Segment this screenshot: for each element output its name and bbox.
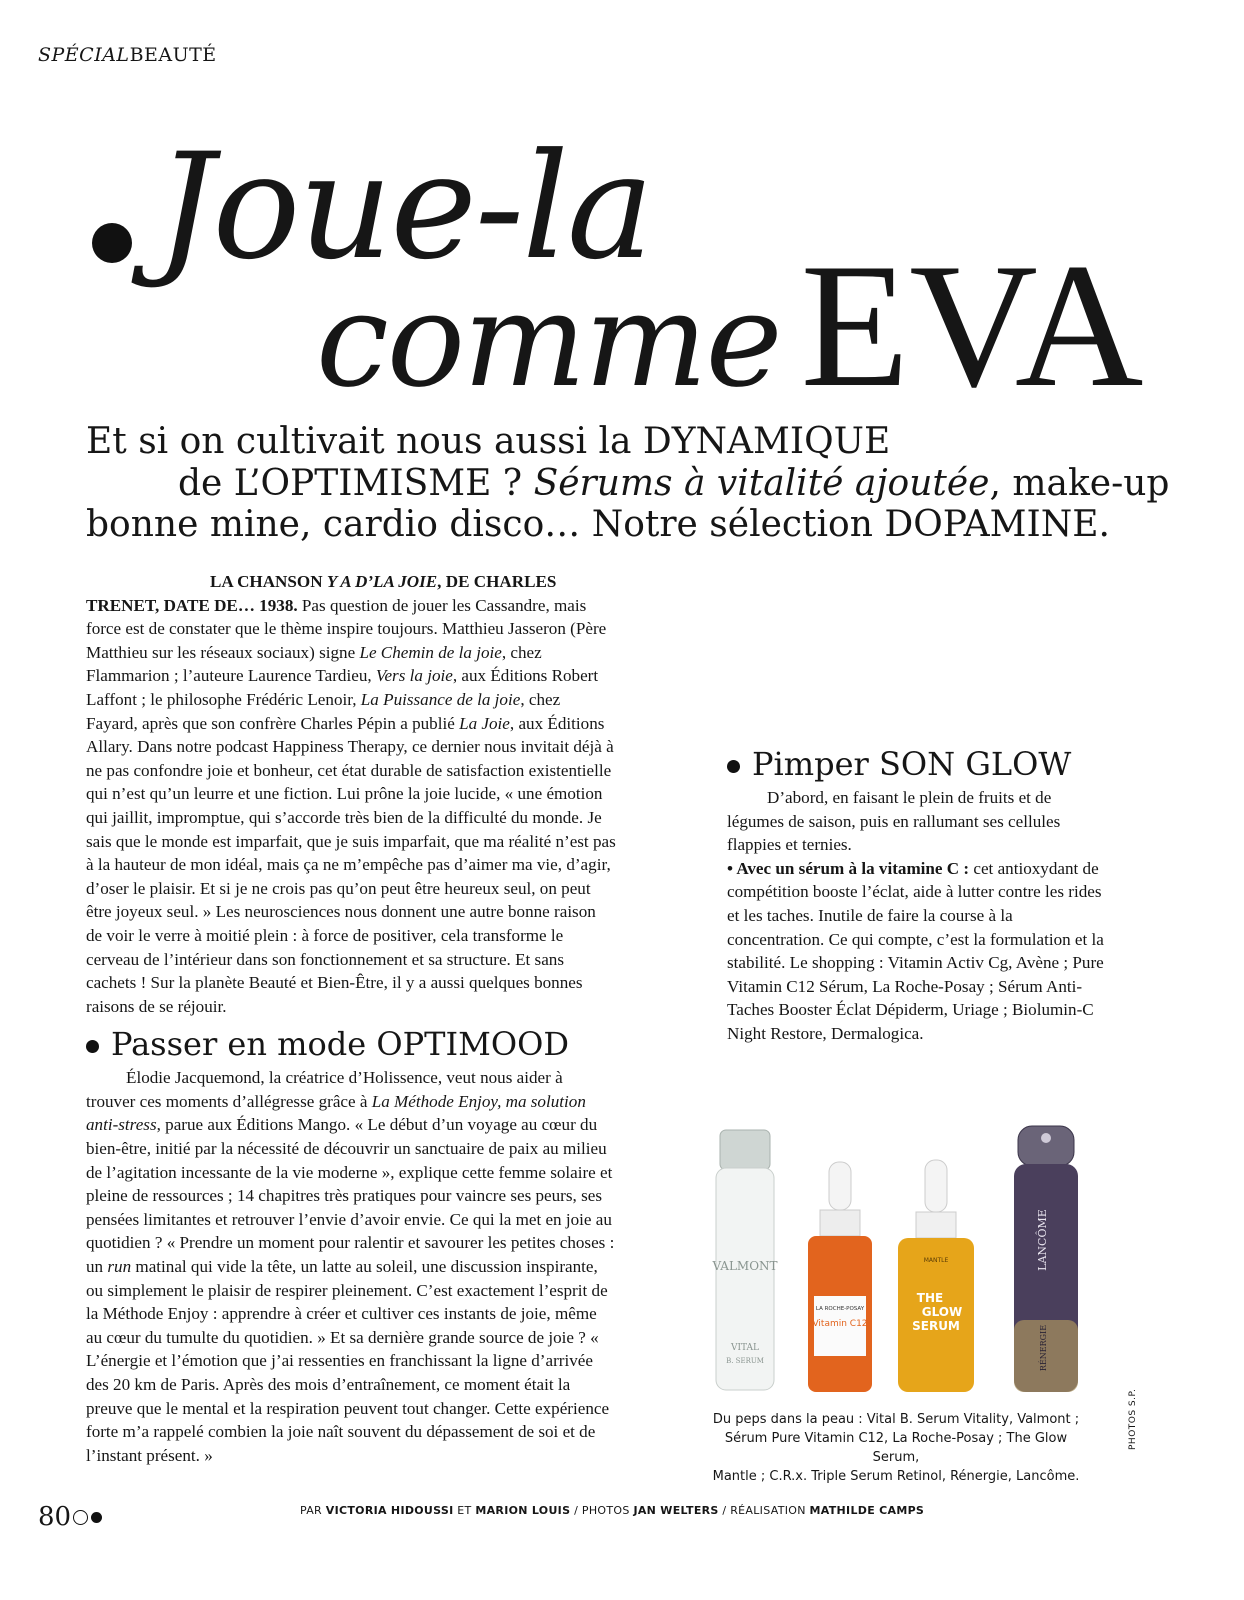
title-caps: EVA	[800, 226, 1144, 424]
mantle-bottle	[898, 1160, 974, 1392]
lrp-brand: LA ROCHE-POSAY	[815, 1306, 865, 1312]
body-text: matinal qui vide la tête, un latte au soleil, une discussion inspirante, ou simplement le plaisir de respirer pleinement. C’est exactement l’esprit de la Méthode Enjoy : apprendre à créer et cultiver ces instants de joie, même au cœur du tumulte du quotidien. » Et sa dernière grande source de joie ? « L’énergie et l’émotion que j’ai ressenties en franchissant la ligne d’arrivée des 20 km de Paris. Après des mois d’entraînement, ce moment était la preuve que le mental et la respiration peuvent tout changer. Cette expérience forte m’a rappelé combien la joie naît souvent du dépassement de soi et de l’instant présent. »	[86, 1257, 610, 1465]
right-column	[727, 570, 1105, 1046]
lrp-name: Vitamin C12	[812, 1319, 868, 1329]
book-title: La Puissance de la joie	[360, 689, 521, 709]
lancome-name: RÉNERGIE	[1039, 1324, 1048, 1372]
glow-paragraph-1: D’abord, en faisant le plein de fruits et de légumes de saison, puis en rallumant ses cellules flappies et ternies.	[727, 788, 1061, 855]
subtitle-part: de L’OPTIMISME ?	[178, 463, 534, 504]
bullet-dot-icon	[91, 1512, 102, 1523]
glow-paragraph-2	[727, 857, 1105, 1046]
body-text: , parue aux Éditions Mango. « Le début d’un voyage au cœur du bien-être, initié par la nécessité de découvrir un sanctuaire de paix au milieu de l’agitation incessante de la vie moderne », explique cette femme solaire et pleine de ressources ; 14 chapitres très pratiques pour vaincre ses peurs, ses pensées limitantes et retrouver l’envie d’avoir envie. Ce qui la met en joie au quotidien ? « Prendre un moment pour ralentir et savourer les petites choses : un	[86, 1115, 615, 1277]
body-text: , aux Éditions Robert Laffont ; le philosophe Frédéric Lenoir,	[86, 666, 599, 709]
title-script-2: comme	[316, 264, 781, 416]
lead-song: Y A D’LA JOIE	[326, 572, 438, 591]
subtitle-line-1: Et si on cultivait nous aussi la DYNAMIQUE	[86, 421, 891, 462]
subtitle-italic: Sérums à vitalité ajoutée	[533, 463, 990, 504]
heading-caps: SON GLOW	[879, 745, 1072, 783]
subtitle-line-3: bonne mine, cardio disco… Notre sélection DOPAMINE.	[86, 504, 1110, 545]
valmont-name-2: B. SERUM	[726, 1357, 764, 1365]
product-caption	[700, 1410, 1092, 1486]
body-text: cet antioxydant de compétition booste l’éclat, aide à lutter contre les rides et les taches. Inutile de faire la course à la concentration. Ce qui compte, c’est la formulation et la stabilité. Le shopping : Vitamin Activ Cg, Avène ; Pure Vitamin C12 Sérum, La Roche-Posay ; Sérum Anti-Taches Booster Éclat Dépiderm, Uriage ; Biolumin-C Night Restore, Dermalogica.	[727, 858, 1104, 1043]
valmont-name-1: VITAL	[730, 1343, 760, 1353]
body-text: , chez Fayard, après que son confrère Charles Pépin a publié	[86, 689, 561, 733]
photographer: JAN WELTERS	[633, 1504, 719, 1517]
section-heading-optimood	[86, 1022, 616, 1066]
subtitle-part: , make-up	[989, 463, 1170, 504]
page-number	[38, 1502, 102, 1532]
lead-text: LA CHANSON	[210, 572, 327, 591]
caption-line: Sérum Pure Vitamin C12, La Roche-Posay ; The Glow Serum,	[724, 1431, 1068, 1465]
photo-credit: PHOTOS S.P.	[1128, 1388, 1138, 1450]
subtitle-line-2	[178, 462, 1169, 506]
book-title: Le Chemin de la joie	[359, 642, 502, 662]
byline-text: PAR	[300, 1504, 326, 1517]
bullet-dot-icon	[92, 223, 132, 263]
section-label-caps: BEAUTÉ	[129, 44, 217, 66]
mantle-name-2: GLOW	[921, 1305, 963, 1319]
caption-line: Mantle ; C.R.x. Triple Serum Retinol, Rénergie, Lancôme.	[712, 1469, 1080, 1484]
lead-text: , DE CHARLES TRENET, DATE DE… 1938.	[86, 572, 557, 615]
lrp-bottle	[808, 1162, 872, 1392]
body-text: , chez Flammarion ; l’auteure Laurence Tardieu,	[86, 642, 542, 686]
column-continuation-space	[727, 570, 1105, 738]
heading-text: Pimper	[752, 745, 879, 783]
byline-text: / PHOTOS	[570, 1504, 634, 1517]
valmont-brand: VALMONT	[712, 1259, 778, 1273]
mantle-name-1: THE	[916, 1291, 944, 1305]
bullet-dot-icon	[727, 760, 740, 773]
mantle-brand: MANTLE	[923, 1257, 949, 1264]
section-heading-glow	[727, 742, 1105, 786]
section-label-italic: SPÉCIAL	[38, 44, 130, 66]
caption-line: Du peps dans la peau : Vital B. Serum Vitality, Valmont ;	[712, 1412, 1080, 1427]
book-title: La Méthode Enjoy, ma solution anti-stress	[86, 1091, 586, 1135]
section-header	[38, 44, 217, 66]
page-number-text: 80	[38, 1502, 72, 1532]
intro-paragraph	[86, 570, 616, 1018]
byline-text: ET	[453, 1504, 476, 1517]
bullet-label: • Avec un sérum à la vitamine C :	[727, 858, 970, 878]
title-script-1: Joue-la	[156, 122, 652, 292]
byline-text: / RÉALISATION	[718, 1504, 810, 1517]
book-title: La Joie	[459, 713, 510, 733]
byline	[300, 1504, 924, 1517]
book-title: Vers la joie	[375, 666, 453, 686]
stylist: MATHILDE CAMPS	[809, 1504, 925, 1517]
lancome-brand: LANCÔME	[1036, 1209, 1049, 1271]
bullet-dot-icon	[86, 1040, 99, 1053]
body-text: Pas question de jouer les Cassandre, mais force est de constater que le thème inspire toujours. Matthieu Jasseron (Père Matthieu sur les réseaux sociaux) signe	[86, 595, 607, 662]
valmont-bottle	[712, 1130, 778, 1390]
lancome-bottle	[1014, 1126, 1078, 1392]
optimood-paragraph	[86, 1066, 616, 1467]
products-photo	[712, 1120, 1092, 1400]
heading-caps: OPTIMOOD	[376, 1025, 569, 1064]
ring-icon	[73, 1510, 88, 1525]
author: VICTORIA HIDOUSSI	[325, 1504, 454, 1517]
left-column	[86, 570, 616, 1467]
body-text: , aux Éditions Allary. Dans notre podcast Happiness Therapy, ce dernier nous invitait déjà à ne pas confondre joie et bonheur, cet état durable de satisfaction existentielle qui n’est qu’un leurre et une fiction. Lui prône la joie lucide, « une émotion qui jaillit, impromptue, qui s’accorde très bien de la difficulté du monde. Je sais que le monde est imparfait, que je suis imparfait, que ma réalité n’est pas à la hauteur de mon idéal, mais ça ne m’empêche pas d’aimer ma vie, d’agir, d’oser le plaisir. Et si je ne crois pas qu’on peut être heureux seul, on peut être joyeux seul. » Les neurosciences nous donnent une autre bonne raison de voir le verre à moitié plein : à force de positiver, cela transforme le cerveau de l’intérieur dans son fonctionnement et sa structure. Et sans cachets ! Sur la planète Beauté et Bien-Être, il y a aussi quelques bonnes raisons de se réjouir.	[86, 713, 616, 1016]
italic-word: run	[107, 1257, 132, 1277]
author: MARION LOUIS	[475, 1504, 571, 1517]
mantle-name-3: SERUM	[912, 1319, 960, 1333]
body-text: Élodie Jacquemond, la créatrice d’Holissence, veut nous aider à trouver ces moments d’allégresse grâce à	[86, 1068, 563, 1111]
heading-text: Passer en mode	[111, 1025, 377, 1064]
